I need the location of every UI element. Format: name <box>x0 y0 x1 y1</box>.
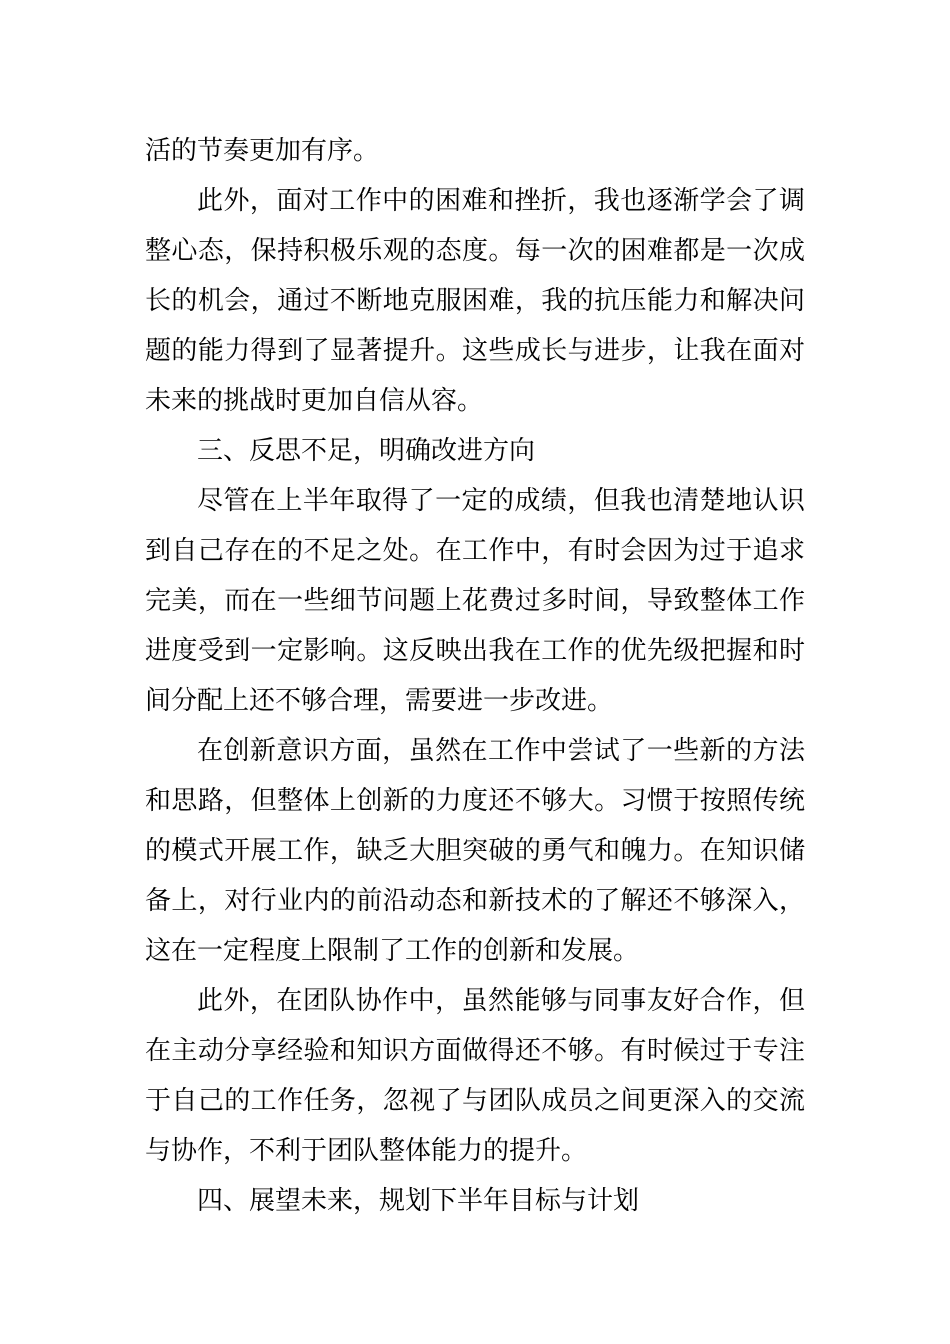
paragraph <box>145 176 805 426</box>
paragraph <box>145 726 805 976</box>
text-line: 于自己的工作任务，忽视了与团队成员之间更深入的交流 <box>145 1086 805 1116</box>
text-line: 完美，而在一些细节问题上花费过多时间，导致整体工作 <box>145 586 805 616</box>
text-line: 题的能力得到了显著提升。这些成长与进步，让我在面对 <box>145 336 805 366</box>
paragraph <box>145 976 805 1176</box>
text-line: 此外，在团队协作中，虽然能够与同事友好合作，但 <box>197 986 805 1016</box>
section-heading <box>145 426 805 476</box>
paragraph <box>145 476 805 726</box>
text-line: 的模式开展工作，缺乏大胆突破的勇气和魄力。在知识储 <box>145 836 805 866</box>
text-line: 整心态，保持积极乐观的态度。每一次的困难都是一次成 <box>145 236 805 266</box>
text-line: 活的节奏更加有序。 <box>145 136 380 166</box>
document-body <box>145 126 805 1226</box>
text-line: 在创新意识方面，虽然在工作中尝试了一些新的方法 <box>197 736 805 766</box>
text-line: 这在一定程度上限制了工作的创新和发展。 <box>145 936 640 966</box>
text-line: 长的机会，通过不断地克服困难，我的抗压能力和解决问 <box>145 286 805 316</box>
text-line: 与协作，不利于团队整体能力的提升。 <box>145 1136 588 1166</box>
text-line: 间分配上还不够合理，需要进一步改进。 <box>145 686 614 716</box>
section-heading <box>145 1176 805 1226</box>
text-line: 未来的挑战时更加自信从容。 <box>145 386 484 416</box>
text-line: 此外，面对工作中的困难和挫折，我也逐渐学会了调 <box>197 186 805 216</box>
text-line: 在主动分享经验和知识方面做得还不够。有时候过于专注 <box>145 1036 805 1066</box>
text-line: 尽管在上半年取得了一定的成绩，但我也清楚地认识 <box>197 486 805 516</box>
text-line: 进度受到一定影响。这反映出我在工作的优先级把握和时 <box>145 636 805 666</box>
paragraph <box>145 126 805 176</box>
heading-text: 四、展望未来，规划下半年目标与计划 <box>197 1186 640 1216</box>
text-line: 备上，对行业内的前沿动态和新技术的了解还不够深入， <box>145 886 805 916</box>
text-line: 到自己存在的不足之处。在工作中，有时会因为过于追求 <box>145 536 805 566</box>
heading-text: 三、反思不足，明确改进方向 <box>197 436 536 466</box>
text-line: 和思路，但整体上创新的力度还不够大。习惯于按照传统 <box>145 786 805 816</box>
